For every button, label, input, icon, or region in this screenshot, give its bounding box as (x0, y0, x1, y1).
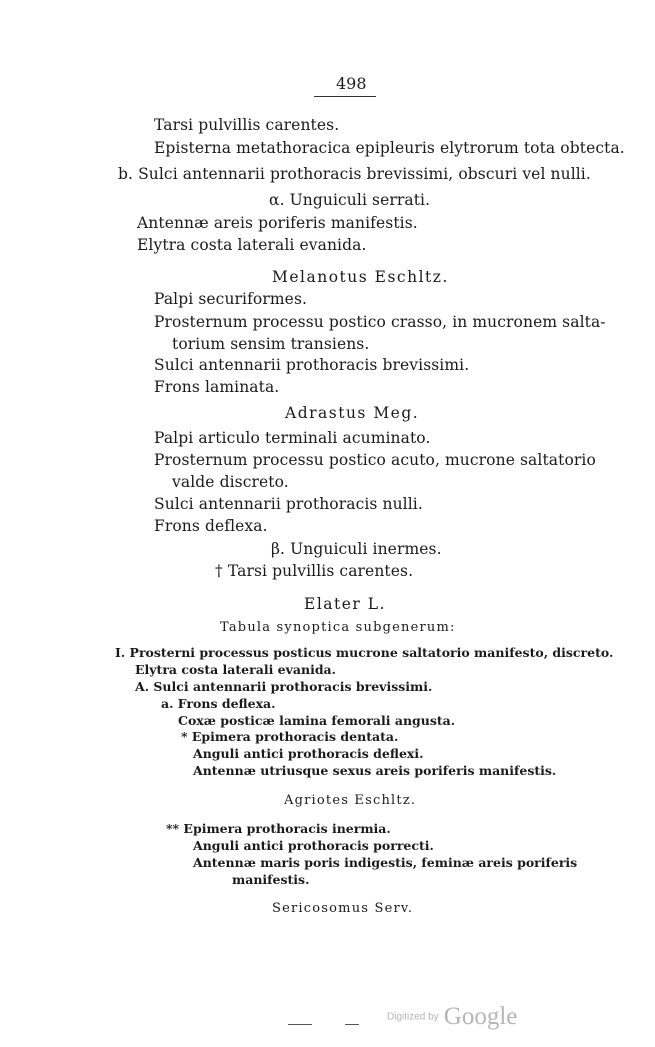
table-heading: Tabula synoptica subgenerum: (220, 620, 456, 635)
key-line: a. Frons deflexa. (161, 696, 276, 711)
text-line: Frons deflexa. (154, 517, 268, 535)
text-line: β. Unguiculi inermes. (271, 540, 442, 558)
text-line: b. Sulci antennarii prothoracis brevissimi, obscuri vel nulli. (118, 165, 591, 183)
footer-mark (345, 1024, 359, 1025)
subgenus-heading: Sericosomus Serv. (272, 901, 414, 916)
text-line: Tarsi pulvillis carentes. (154, 116, 340, 134)
google-watermark (387, 1003, 517, 1031)
footer-mark (288, 1024, 312, 1025)
key-line: Coxæ posticæ lamina femorali angusta. (178, 713, 456, 728)
text-line: † Tarsi pulvillis carentes. (215, 562, 414, 580)
key-line: Antennæ maris poris indigestis, feminæ areis poriferis (193, 855, 578, 870)
text-line: Prosternum processu postico crasso, in mucronem salta- (154, 313, 606, 331)
key-line: manifestis. (232, 872, 310, 887)
digitized-label: Digitized by (387, 1011, 439, 1023)
key-line: Antennæ utriusque sexus areis poriferis manifestis. (193, 763, 557, 778)
subgenus-heading: Agriotes Eschltz. (284, 793, 417, 808)
text-line: Palpi securiformes. (154, 290, 308, 308)
key-line: Anguli antici prothoracis deflexi. (193, 746, 424, 761)
key-line: Elytra costa laterali evanida. (135, 662, 337, 677)
page-number: 498 (336, 74, 367, 93)
key-line: A. Sulci antennarii prothoracis brevissimi. (135, 679, 433, 694)
text-line: torium sensim transiens. (172, 335, 370, 353)
google-logo: Google (443, 1003, 518, 1030)
genus-heading: Adrastus Meg. (285, 404, 420, 422)
text-line: Antennæ areis poriferis manifestis. (137, 214, 418, 232)
text-line: Sulci antennarii prothoracis brevissimi. (154, 356, 470, 374)
text-line: Palpi articulo terminali acuminato. (154, 429, 431, 447)
text-line: Episterna metathoracica epipleuris elytrorum tota obtecta. (154, 139, 625, 157)
text-line: valde discreto. (172, 473, 289, 491)
key-line: I. Prosterni processus posticus mucrone saltatorio manifesto, discreto. (115, 645, 614, 660)
key-line: Anguli antici prothoracis porrecti. (193, 838, 434, 853)
key-line: ** Epimera prothoracis inermia. (166, 821, 391, 836)
text-line: Frons laminata. (154, 378, 280, 396)
text-line: Elytra costa laterali evanida. (137, 236, 367, 254)
genus-heading: Melanotus Eschltz. (272, 268, 449, 286)
genus-heading: Elater L. (304, 595, 386, 613)
page-number-rule (314, 96, 376, 97)
text-line: Prosternum processu postico acuto, mucrone saltatorio (154, 451, 596, 469)
text-line: α. Unguiculi serrati. (269, 191, 431, 209)
text-line: Sulci antennarii prothoracis nulli. (154, 495, 423, 513)
key-line: * Epimera prothoracis dentata. (181, 729, 399, 744)
